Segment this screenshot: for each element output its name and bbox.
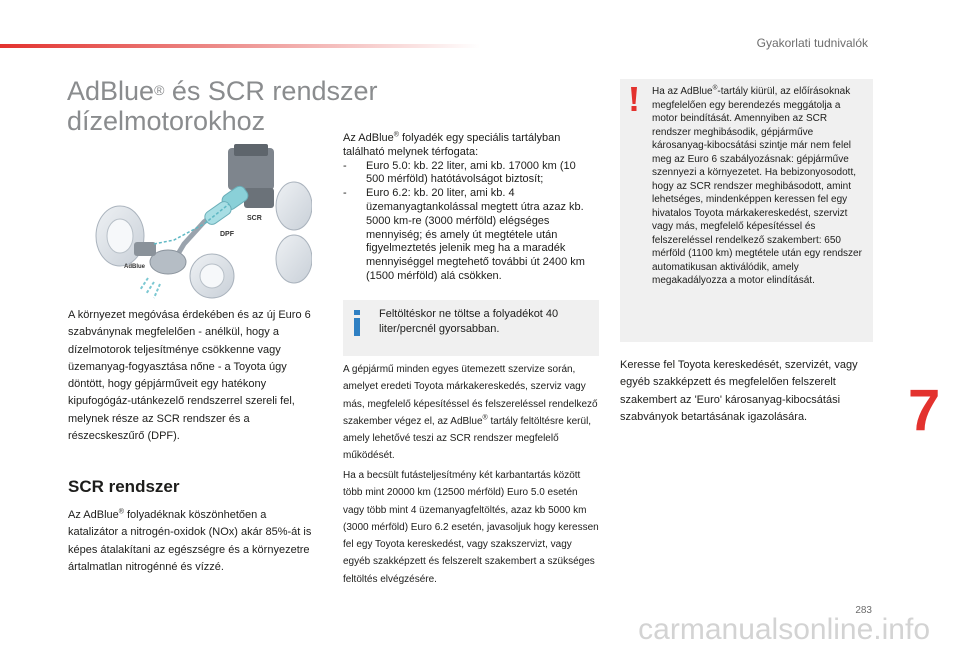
registered-mark: ®: [118, 508, 124, 516]
scr-text: folyadéknak köszönhetően a katalizátor a nitrogén-oxidok (NOx) akár 85%-át is képes átalakítani az egészségre és a környezetre ártalmatlan nitrogénné és vízzé.: [68, 509, 312, 573]
service-paragraph-1: [343, 361, 599, 465]
title-text: dízelmotorokhoz: [67, 106, 266, 136]
list-dash: -: [343, 187, 347, 200]
exhaust-gas-icon: [140, 278, 160, 298]
intro-paragraph: A környezet megóvása érdekében és az új Euro 6 szabványnak megfelelően - anélkül, hogy a dízelmotorok teljesítménye csökkenne vagy üzemanyag-fogyasztása nőne - a Toyota úgy döntött, hogy gépjárműveit egy hatékony kipufogógáz-utánkezelő rendszerrel szereli fel, melynek része az SCR rendszer és a részecskeszűrő (DPF).: [68, 309, 311, 443]
service-paragraph-2: Ha a becsült futásteljesítmény két karbantartás között több mint 20000 km (12500 mérföld) Euro 5.0 esetén vagy több mint 4 üzemanyagfeltöltés, azaz kb 5000 km (3000 mérföld) Euro 6.2 esetén, javasoljuk hogy keressen fel egy Toyota kereskedést, vagy szakszervizt, vagy egyéb szakképzett és felszerelt szakembert a szükséges feltöltés elvégzésére.: [343, 470, 599, 585]
tank-capacity-block: [343, 132, 593, 284]
warning-text: [652, 85, 866, 288]
scr-text: Az AdBlue: [68, 509, 119, 521]
registered-mark: ®: [393, 131, 399, 139]
watermark: carmanualsonline.info: [638, 613, 930, 646]
wheel-icon: [276, 182, 312, 230]
list-item-text: Euro 6.2: kb. 20 liter, ami kb. 4 üzemanyagtankolással megtett útra azaz kb. 5000 km-re (3000 mérföld) elégséges mennyiség; és amely út megtétele után figyelmeztetés jelenik meg ha a maradék mennyiséggel megtehető további út 2400 km (1500 mérföld) alá csökken.: [366, 187, 585, 282]
info-box: [343, 300, 599, 356]
page-number: 283: [855, 605, 872, 616]
list-item-text: Euro 5.0: kb. 22 liter, ami kb. 17000 km (10 500 mérföld) hatótávolságot biztosít;: [366, 159, 576, 186]
registered-mark: ®: [712, 84, 718, 92]
list-item: [343, 187, 593, 284]
chapter-number: 7: [908, 378, 941, 443]
tank-capacity-list: [343, 160, 593, 284]
info-icon: [350, 308, 364, 338]
wheel-icon: [276, 235, 312, 283]
tank-text: Az AdBlue: [343, 132, 394, 144]
scr-paragraph: [68, 507, 318, 576]
tank-intro: [343, 132, 593, 160]
info-text: Feltöltéskor ne töltse a folyadékot 40 liter/percnél gyorsabban.: [379, 308, 559, 335]
registered-mark: ®: [482, 414, 488, 422]
wheel-icon: [190, 254, 234, 298]
list-item: [343, 160, 593, 188]
service-text: A gépjármű minden egyes ütemezett szervize során, amelyet eredeti Toyota márkakereskedés, szerviz vagy más, megfelelő képesítéssel és felszereléssel rendelkező szakember végez el, az AdBlue: [343, 364, 598, 427]
illustration-label-adblue: AdBlue: [124, 264, 145, 270]
contact-paragraph: Keresse fel Toyota kereskedését, szervizét, vagy egyéb szakképzett és megfelelően felszerelt szakembert az 'Euro' károsanyag-kibocsátási szabványok betartásának igazolására.: [620, 359, 858, 423]
illustration-label-scr: SCR: [247, 215, 262, 222]
scr-system-illustration: [94, 144, 312, 302]
warning-text-part: Ha az AdBlue: [652, 86, 713, 97]
warning-icon: [625, 85, 643, 113]
illustration-label-dpf: DPF: [220, 231, 234, 238]
list-dash: -: [343, 159, 347, 172]
wheel-icon: [96, 206, 144, 266]
title-text: AdBlue: [67, 76, 155, 106]
header-accent-bar: [0, 44, 480, 48]
adblue-tank-icon: [134, 242, 156, 256]
page-title: [67, 76, 377, 136]
tank-text: folyadék egy speciális tartályban található melynek térfogata:: [343, 132, 561, 158]
service-text: tartály feltöltésre kerül, amely lehetővé teszi az SCR rendszer megfelelő működését.: [343, 415, 592, 462]
warning-text-part: -tartály kiürül, az előírásoknak megfelelően egy berendezés meggátolja a motor beindítását. Amennyiben az SCR rendszer meghibásodik, gépjárműve károsanyag-kibocsátási szintje már nem felel meg az Euro 6 szabályozásnak: gépjárműve szennyezi a környezetet. Ha bebizonyosodott, hogy az SCR rendszer meghibásodott, amint lehetséges, mindenképpen keressen fel egy hivatalos Toyota márkakereskedést, szervizt vagy más, megfelelő képesítéssel és felszereléssel rendelkező szakembert: 650 mérföld (1100 km) megtétele után egy rendszer automatikusan aktiválódik, amely megakadályozza a motor elindítását.: [652, 86, 862, 286]
registered-mark: ®: [154, 82, 165, 98]
section-title: Gyakorlati tudnivalók: [756, 36, 868, 50]
title-text: és SCR rendszer: [164, 76, 378, 106]
scr-heading: SCR rendszer: [68, 477, 180, 496]
warning-box: [620, 79, 873, 342]
